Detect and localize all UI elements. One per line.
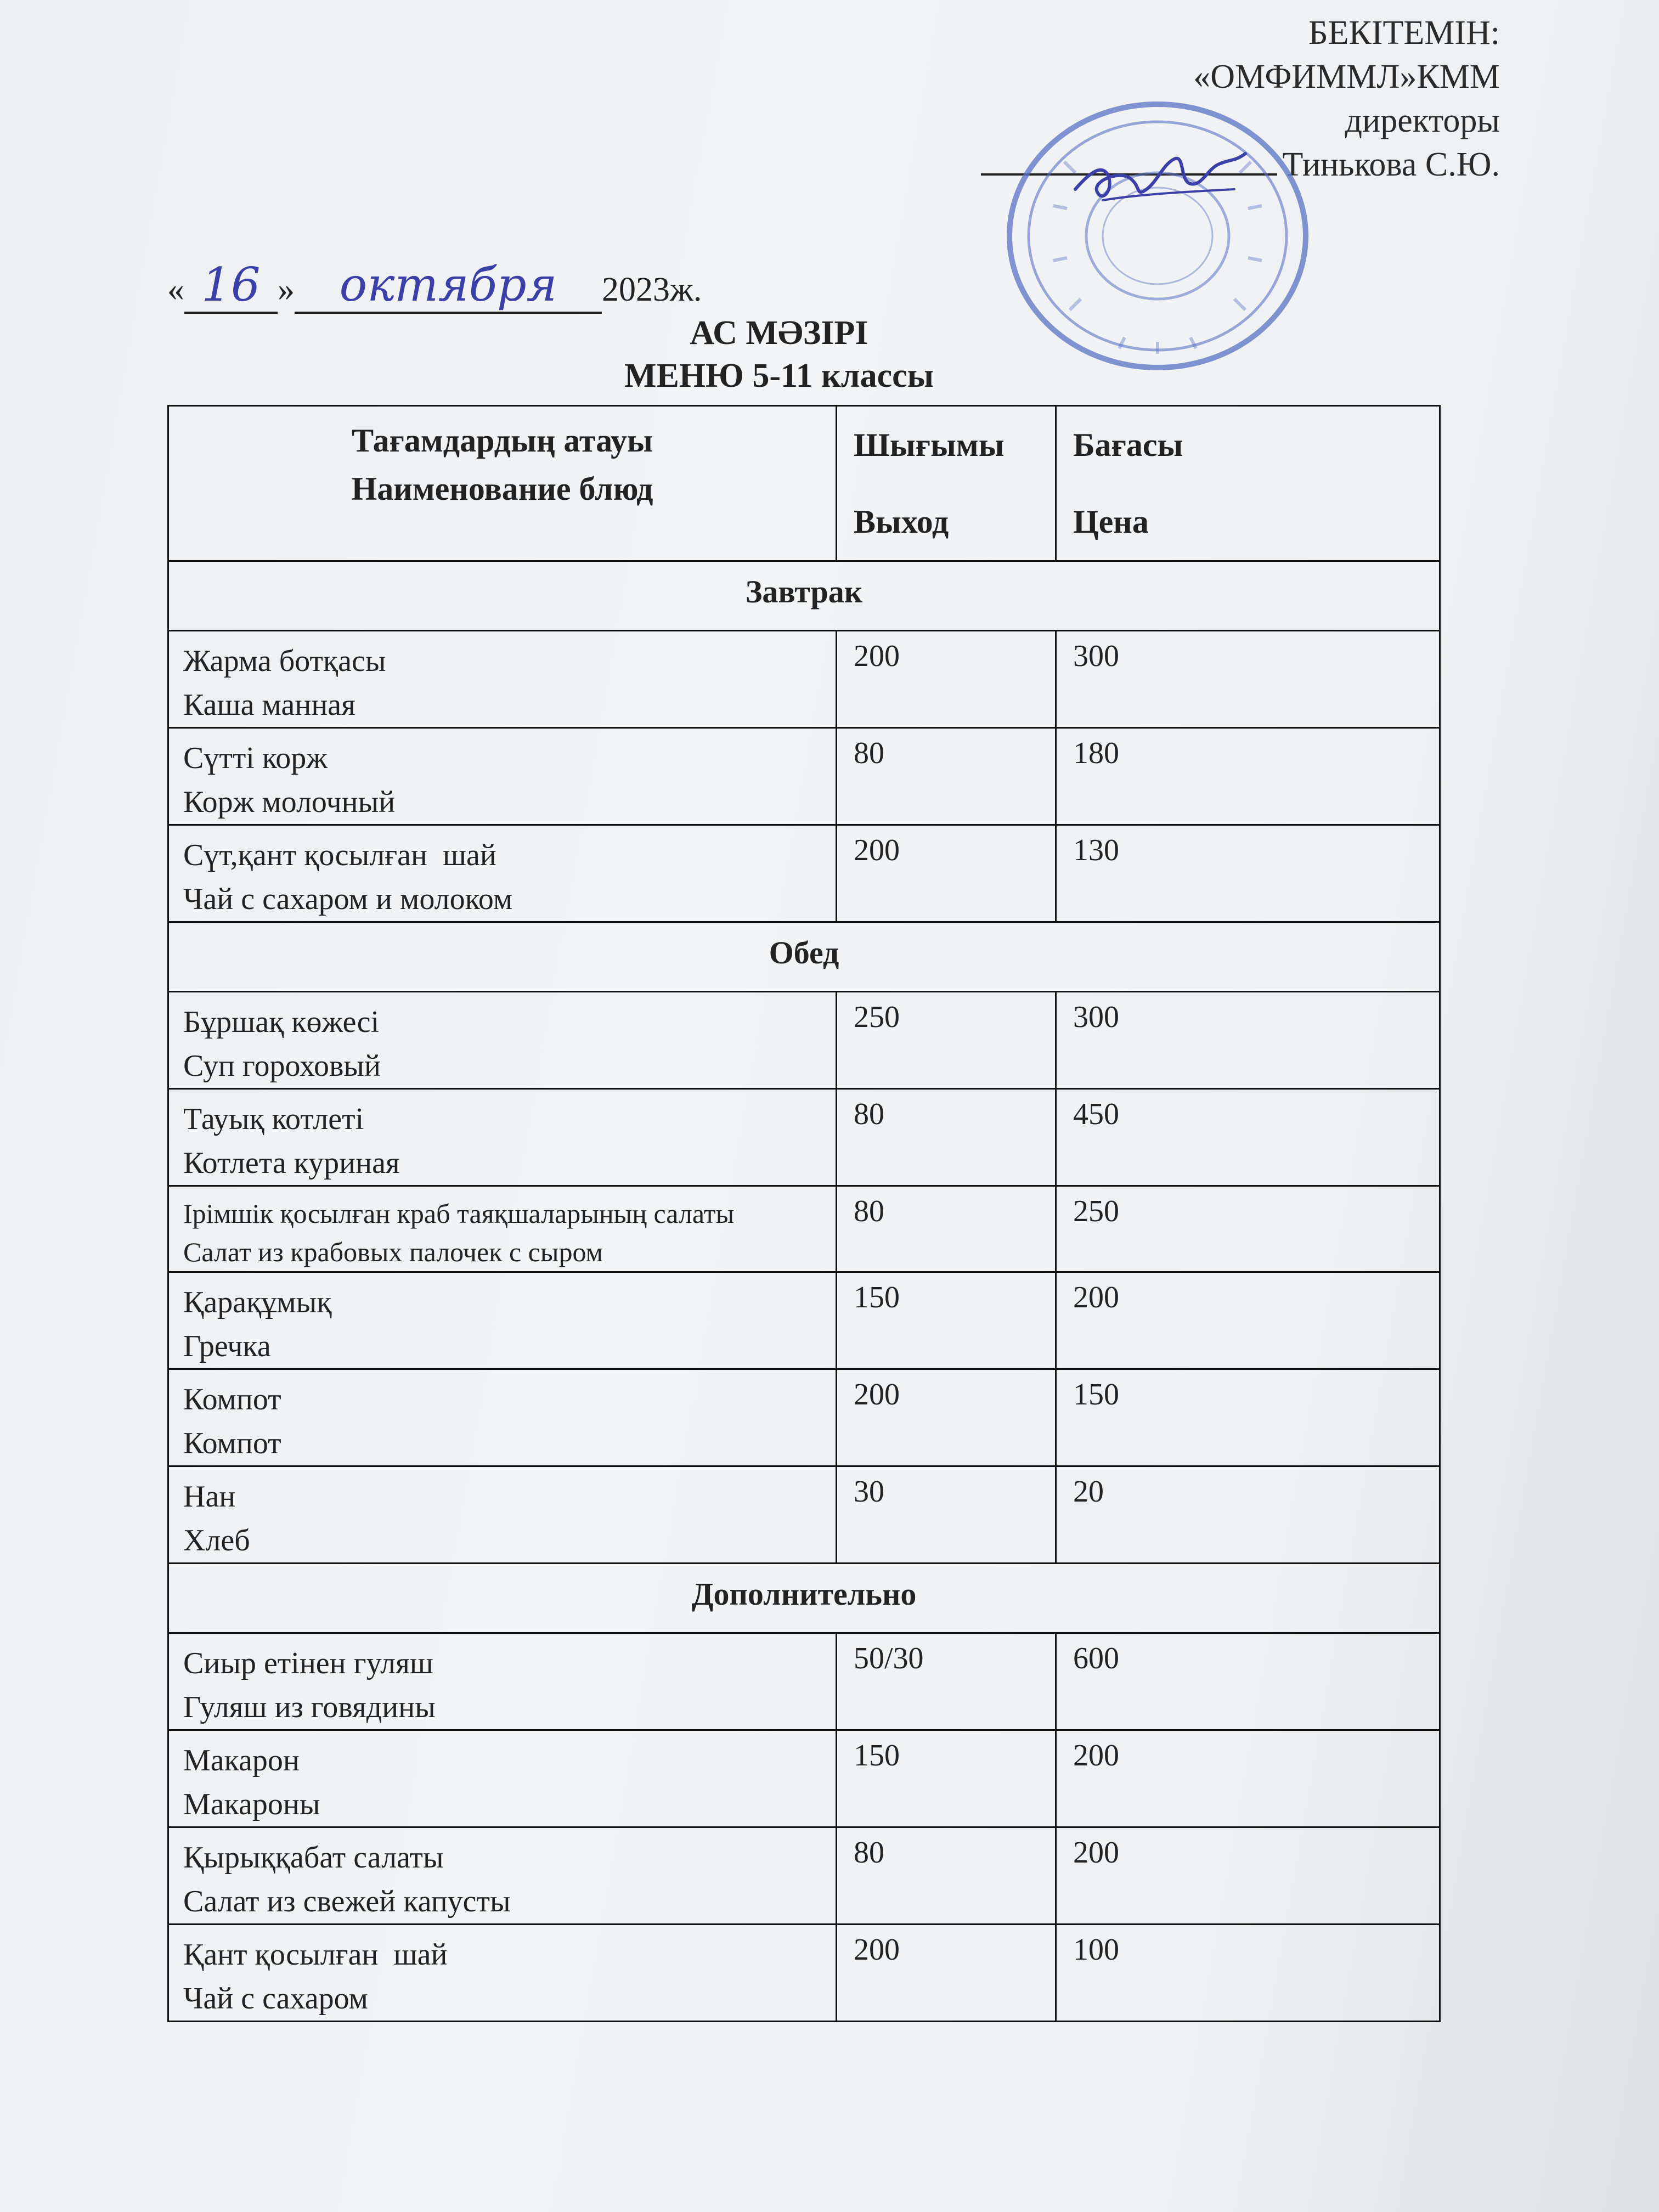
date-year: 2023ж.	[602, 271, 702, 308]
dish-output-cell: 80	[837, 1827, 1056, 1925]
menu-table-body	[168, 561, 1440, 2022]
dish-output-cell: 200	[837, 631, 1056, 728]
header-output-kz: Шығымы	[854, 427, 1005, 463]
dish-name-ru: Салат из крабовых палочек с сыром	[183, 1237, 603, 1267]
dish-price-cell: 130	[1056, 825, 1440, 922]
dish-name-cell	[168, 1186, 837, 1272]
dish-name-cell	[168, 1089, 837, 1186]
dish-output-cell: 80	[837, 1186, 1056, 1272]
section-row	[168, 922, 1440, 992]
dish-name-ru: Гречка	[183, 1329, 271, 1363]
approval-organization: «ОМФИММЛ»КММ	[1193, 58, 1500, 95]
dish-name-kz: Компот	[183, 1383, 281, 1417]
header-output-ru: Выход	[854, 504, 949, 540]
dish-name-cell	[168, 1633, 837, 1730]
dish-output-cell: 80	[837, 1089, 1056, 1186]
dish-name-ru: Корж молочный	[183, 785, 396, 819]
dish-name-cell	[168, 1466, 837, 1564]
dish-name-cell	[168, 1369, 837, 1466]
dish-name-kz: Сүтті корж	[183, 741, 328, 775]
dish-name-cell	[168, 1925, 837, 2022]
dish-name-ru: Гуляш из говядины	[183, 1690, 436, 1724]
header-dish-name-kz: Тағамдардың атауы	[352, 422, 653, 459]
table-row	[168, 1186, 1440, 1272]
header-dish-name	[168, 406, 837, 561]
dish-name-kz: Қарақұмық	[183, 1285, 332, 1319]
header-output	[837, 406, 1056, 561]
dish-name-kz: Сүт,қант қосылған шай	[183, 838, 496, 872]
dish-name-ru: Каша манная	[183, 688, 356, 722]
section-row	[168, 1564, 1440, 1633]
table-row	[168, 728, 1440, 825]
dish-price-cell: 300	[1056, 992, 1440, 1089]
table-row	[168, 1925, 1440, 2022]
document-date	[167, 258, 702, 314]
header-price	[1056, 406, 1440, 561]
date-day: 16	[184, 258, 278, 314]
dish-name-cell	[168, 825, 837, 922]
date-open-quote: «	[167, 271, 184, 308]
dish-name-kz: Қант қосылған шай	[183, 1938, 448, 1972]
table-row	[168, 1089, 1440, 1186]
dish-price-cell: 100	[1056, 1925, 1440, 2022]
date-close-quote: »	[278, 271, 295, 308]
dish-output-cell: 80	[837, 728, 1056, 825]
dish-price-cell: 150	[1056, 1369, 1440, 1466]
dish-name-kz: Қырыққабат салаты	[183, 1841, 444, 1875]
dish-name-cell	[168, 631, 837, 728]
dish-output-cell: 200	[837, 1369, 1056, 1466]
table-row	[168, 631, 1440, 728]
dish-output-cell: 50/30	[837, 1633, 1056, 1730]
dish-price-cell: 600	[1056, 1633, 1440, 1730]
section-title: Завтрак	[168, 561, 1440, 631]
table-header-row	[168, 406, 1440, 561]
table-row	[168, 1730, 1440, 1827]
dish-output-cell: 200	[837, 825, 1056, 922]
dish-price-cell: 200	[1056, 1272, 1440, 1369]
dish-output-cell: 150	[837, 1730, 1056, 1827]
dish-name-cell	[168, 728, 837, 825]
dish-name-ru: Салат из свежей капусты	[183, 1884, 511, 1918]
table-row	[168, 1827, 1440, 1925]
menu-title-kz: АС МӘЗІРІ	[690, 314, 868, 352]
dish-price-cell: 200	[1056, 1827, 1440, 1925]
dish-name-ru: Чай с сахаром	[183, 1982, 368, 2016]
section-row	[168, 561, 1440, 631]
dish-name-cell	[168, 1730, 837, 1827]
approval-heading: БЕКІТЕМІН:	[1308, 14, 1500, 52]
dish-price-cell: 180	[1056, 728, 1440, 825]
dish-name-ru: Хлеб	[183, 1523, 250, 1558]
table-row	[168, 1466, 1440, 1564]
dish-output-cell: 250	[837, 992, 1056, 1089]
dish-name-kz: Макарон	[183, 1743, 300, 1778]
dish-name-ru: Макароны	[183, 1787, 320, 1821]
table-row	[168, 992, 1440, 1089]
handwritten-signature	[1070, 137, 1251, 219]
dish-name-kz: Ірімшік қосылған краб таяқшаларының салаты	[183, 1198, 735, 1229]
dish-name-kz: Бұршақ көжесі	[183, 1005, 380, 1039]
dish-name-kz: Жарма ботқасы	[183, 644, 386, 678]
dish-price-cell: 250	[1056, 1186, 1440, 1272]
dish-name-ru: Чай с сахаром и молоком	[183, 882, 513, 916]
dish-name-kz: Нан	[183, 1480, 236, 1514]
header-dish-name-ru: Наименование блюд	[351, 471, 653, 507]
dish-output-cell: 200	[837, 1925, 1056, 2022]
section-title: Обед	[168, 922, 1440, 992]
header-price-ru: Цена	[1073, 504, 1149, 540]
dish-name-ru: Котлета куриная	[183, 1146, 400, 1180]
dish-name-kz: Тауық котлеті	[183, 1102, 364, 1136]
menu-title-ru: МЕНЮ 5-11 классы	[624, 357, 934, 394]
dish-price-cell: 450	[1056, 1089, 1440, 1186]
table-row	[168, 1369, 1440, 1466]
menu-table	[167, 405, 1441, 2022]
dish-name-ru: Суп гороховый	[183, 1049, 381, 1083]
table-row	[168, 1272, 1440, 1369]
approval-director-name: Тинькова С.Ю.	[1282, 146, 1500, 183]
dish-price-cell: 200	[1056, 1730, 1440, 1827]
section-title: Дополнительно	[168, 1564, 1440, 1633]
dish-price-cell: 300	[1056, 631, 1440, 728]
dish-name-kz: Сиыр етінен гуляш	[183, 1646, 433, 1680]
dish-name-cell	[168, 1827, 837, 1925]
dish-output-cell: 30	[837, 1466, 1056, 1564]
dish-name-cell	[168, 1272, 837, 1369]
approval-position: директоры	[1345, 102, 1500, 139]
table-row	[168, 825, 1440, 922]
date-month: октября	[295, 258, 602, 314]
header-price-kz: Бағасы	[1073, 427, 1183, 463]
dish-price-cell: 20	[1056, 1466, 1440, 1564]
dish-name-ru: Компот	[183, 1426, 281, 1460]
table-row	[168, 1633, 1440, 1730]
dish-name-cell	[168, 992, 837, 1089]
dish-output-cell: 150	[837, 1272, 1056, 1369]
